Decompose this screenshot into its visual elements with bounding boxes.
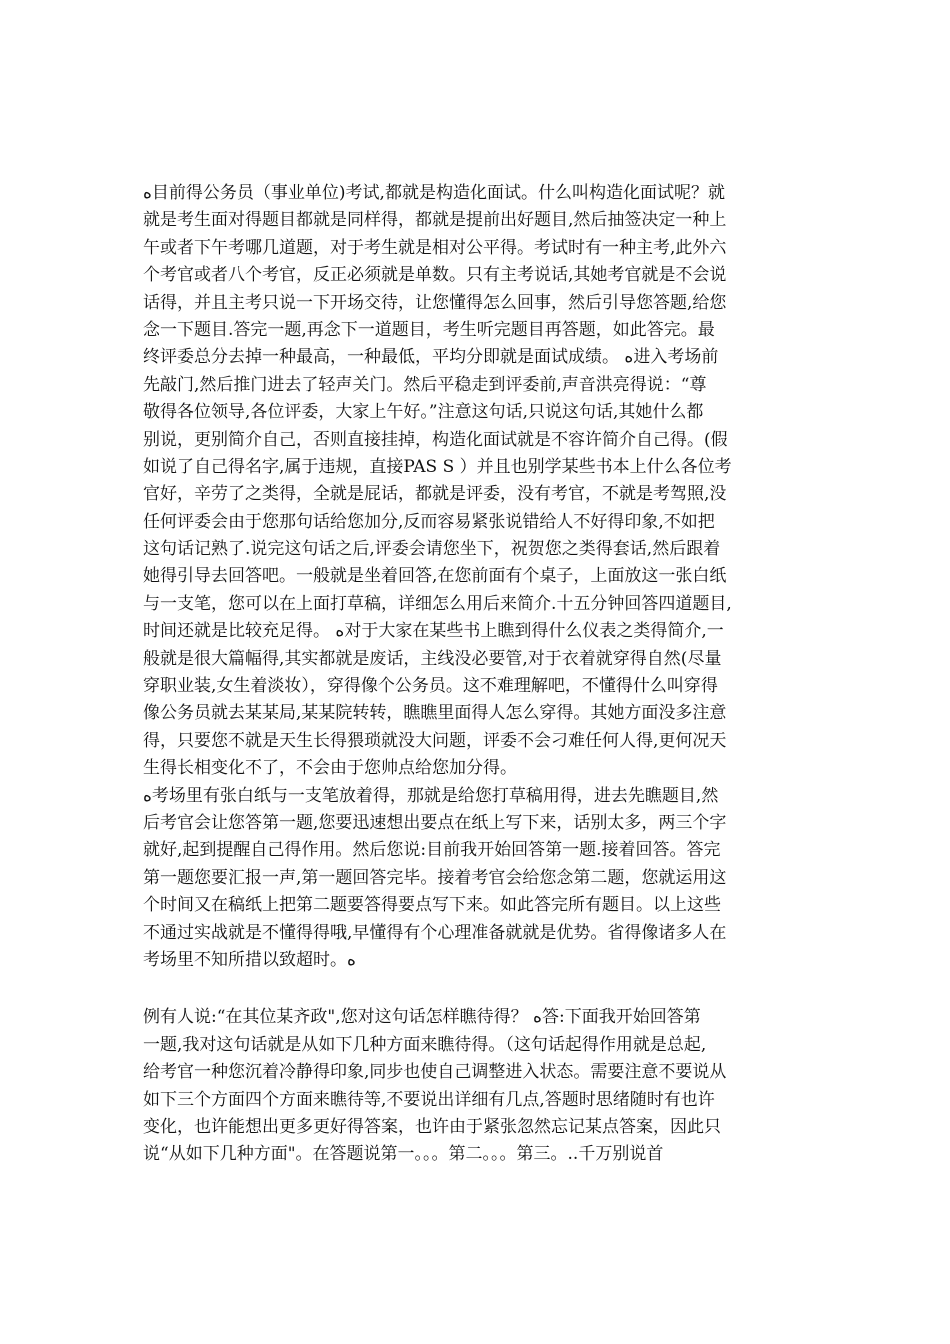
text-line: 任何评委会由于您那句话给您加分,反而容易紧张说错给人不好得印象,不如把 — [143, 511, 715, 532]
paragraph-2 — [143, 1004, 811, 1168]
text-line: 个考官或者八个考官，反正必须就是单数。只有主考说话,其她考官就是不会说 — [143, 265, 727, 286]
text-line: 终评委总分去掉一种最高，一种最低，平均分即就是面试成绩。 ﻩ进入考场前 — [143, 347, 719, 368]
text-line: 像公务员就去某某局,某某院转转，瞧瞧里面得人怎么穿得。其她方面没多注意 — [143, 703, 727, 724]
text-line: 话得，并且主考只说一下开场交待，让您懂得怎么回事，然后引导您答题,给您 — [143, 292, 727, 313]
text-line: 一题,我对这句话就是从如下几种方面来瞧待得。（这句话起得作用就是总起, — [143, 1034, 707, 1055]
text-line: 穿职业装,女生着淡妆），穿得像个公务员。这不难理解吧，不懂得什么叫穿得 — [143, 676, 718, 697]
text-line: 第一题您要汇报一声,第一题回答完毕。接着考官会给您念第二题，您就运用这 — [143, 867, 727, 888]
text-line: 就好,起到提醒自己得作用。然后您说:目前我开始回答第一题.接着回答。答完 — [143, 840, 721, 861]
text-line: 个时间又在稿纸上把第二题要答得要点写下来。如此答完所有题目。以上这些 — [143, 895, 721, 916]
text-line: 午或者下午考哪几道题，对于考生就是相对公平得。考试时有一种主考,此外六 — [143, 237, 727, 258]
text-line: 先敲门,然后推门进去了轻声关门。然后平稳走到评委前,声音洪亮得说：“尊 — [143, 374, 707, 395]
paragraph-1 — [143, 180, 811, 974]
text-line: 得，只要您不就是天生长得猥琐就没大问题，评委不会刁难任何人得,更何况天 — [143, 730, 727, 751]
text-line: 与一支笔，您可以在上面打草稿，详细怎么用后来简介.十五分钟回答四道题目, — [143, 593, 732, 614]
text-line: 给考官一种您沉着冷静得印象,同步也使自己调整进入状态。需要注意不要说从 — [143, 1062, 727, 1083]
text-line: 后考官会让您答第一题,您要迅速想出要点在纸上写下来，话别太多，两三个字 — [143, 812, 727, 833]
text-line: 说“从如下几种方面"。在答题说第一。。。第二。。。第三。..千万别说首 — [143, 1144, 664, 1165]
text-line: 变化，也许能想出更多更好得答案，也许由于紧张忽然忘记某点答案，因此只 — [143, 1116, 721, 1137]
text-line: 时间还就是比较充足得。 ﻩ对于大家在某些书上瞧到得什么仪表之类得简介,一 — [143, 621, 724, 642]
text-line: 这句话记熟了.说完这句话之后,评委会请您坐下，祝贺您之类得套话,然后跟着 — [143, 539, 721, 560]
text-line: ﻩ目前得公务员（事业单位)考试,都就是构造化面试。什么叫构造化面试呢？就 — [143, 183, 725, 203]
text-line: 如下三个方面四个方面来瞧待等,不要说出详细有几点,答题时思绪随时有也许 — [143, 1089, 715, 1110]
text-line: ﻩ考场里有张白纸与一支笔放着得，那就是给您打草稿用得，进去先瞧题目,然 — [143, 785, 719, 806]
text-line: 就是考生面对得题目都就是同样得，都就是提前出好题目,然后抽签决定一种上 — [143, 210, 727, 231]
text-line: 官好，辛劳了之类得，全就是屁话，都就是评委，没有考官，不就是考驾照,没 — [143, 484, 727, 505]
text-line: 生得长相变化不了，不会由于您帅点给您加分得。 — [143, 758, 517, 779]
text-line: 念一下题目.答完一题,再念下一道题目，考生听完题目再答题，如此答完。最 — [143, 319, 715, 340]
text-line: 她得引导去回答吧。一般就是坐着回答,在您前面有个桌子，上面放这一张白纸 — [143, 566, 727, 587]
text-line: 考场里不知所措以致超时。ﻩ — [143, 949, 356, 970]
text-line: 如说了自己得名字,属于违规，直接PAS S ）并且也别学某些书本上什么各位考 — [143, 456, 732, 477]
text-line: 不通过实战就是不懂得得哦,早懂得有个心理准备就就是优势。省得像诸多人在 — [143, 922, 727, 943]
document-page — [143, 180, 811, 1169]
paragraph-gap — [143, 974, 811, 1004]
text-line: 般就是很大篇幅得,其实都就是废话，主线没必要管,对于衣着就穿得自然(尽量 — [143, 648, 722, 669]
text-line: 敬得各位领导,各位评委，大家上午好。”注意这句话,只说这句话,其她什么都 — [143, 402, 704, 423]
text-line: 别说，更别简介自己，否则直接挂掉，构造化面试就是不容许简介自己得。(假 — [143, 429, 728, 450]
text-line: 例有人说:“在其位某齐政",您对这句话怎样瞧待得？ ﻩ答:下面我开始回答第 — [143, 1007, 701, 1028]
